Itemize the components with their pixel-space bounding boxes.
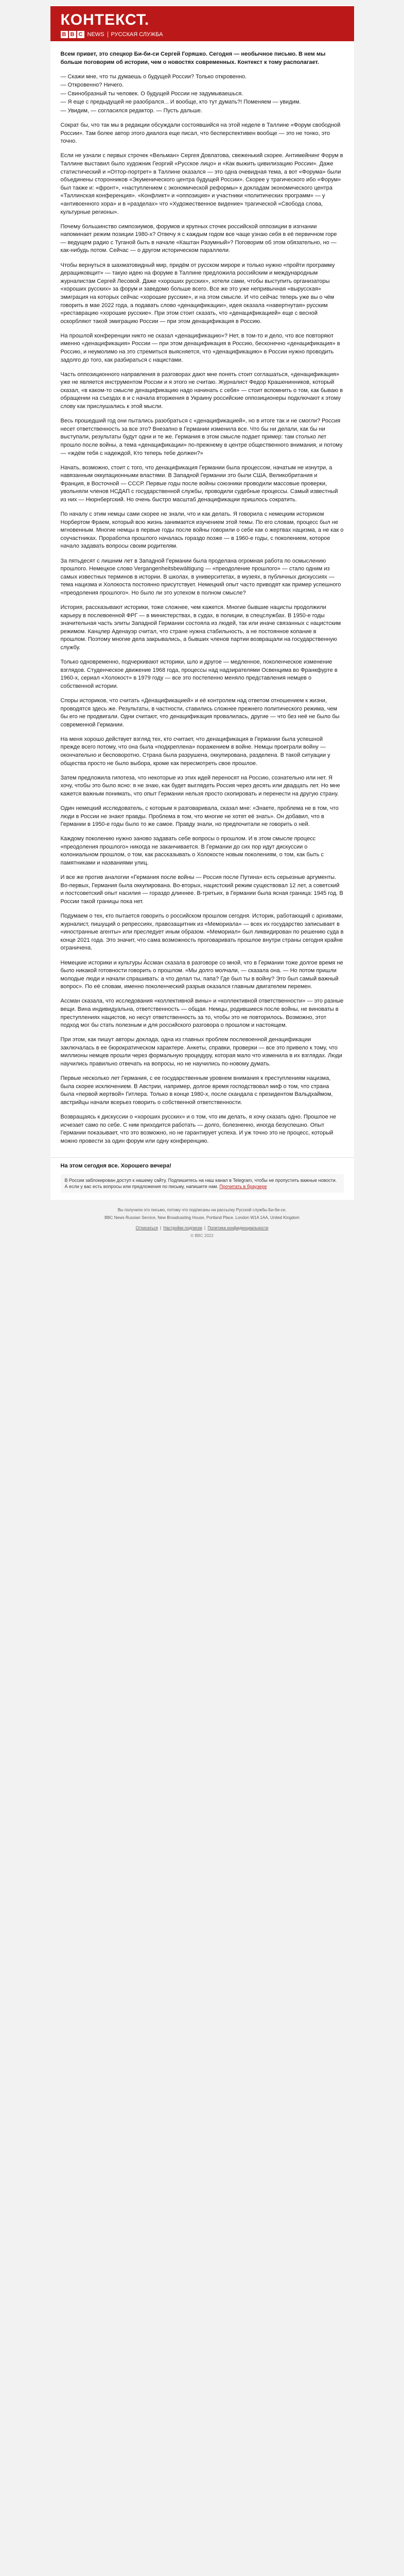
bbc-logo bbox=[61, 31, 84, 38]
body-paragraph: Каждому поколению нужно заново задавать себе вопросы о прошлом. И в этом смысле процесс «преодоления прошлого» никогда не заканчивается. В Германии до сих пор идут дискуссии о колониальном прошлом, о том, как рассказывать о Холокосте новым поколениям, о том, как быть с памятниками и названиями улиц. bbox=[60, 836, 324, 867]
body-paragraph: Один немецкий исследователь, с которым я разговаривала, сказал мне: «Знаете, проблема не в том, что люди в России не знают правды. Проблема в том, что многие не хотят её знать». Он добавил, что в Германии в 1950-е годы было то же самое. Правду знали, но предпочитали не говорить о ней. bbox=[60, 805, 339, 828]
intro-paragraph: Всем привет, это спецкор Би-би-си Сергей Горяшко. Сегодня — необычное письмо. В нем мы больше поговорим об истории, чем о новостях современных. Контекст к тому располагает. bbox=[60, 51, 326, 65]
dialog-line: — Скажи мне, что ты думаешь о будущей России? Только откровенно. bbox=[60, 73, 247, 80]
body-paragraph: Если не узнали с первых строчек «Вельман» Сергея Довлатова, свеженький скорее. Антимейнинг Форум в Таллине выставил было художник Георгий «Русское лицо» и «Как выжить цивилизацию России». Даже статистический и «Оттор-портрет» в Таллине оказался — это одна очевидная тема, а вот «Форума» были объединены сторонников «Экуменического центра будущей России». Скорее у трагического ибо «Форум» был также и: «фронт», «наступлением с экономической реформы» к докладам экономического центра «Таллинская конференция». «Конфликт» и «оппозиция» и участники «политических программ» — у «антивоенного хора» и в «разделах» что «Художественное видение» трагической «Свобода слова, культурные регионы». bbox=[60, 152, 343, 215]
body-paragraph: Весь прошедший год они пытались разобраться с «денацификацией», но в итоге так и не смогли? Россия несет ответственность за все это? Внезапно в Германии изменила все. Что бы ни делали, как бы ни выступали, результаты будут одни и те же. Германия в этом смысле подает пример: там столько лет прошло после войны, а тема «денацификации» по-прежнему в центре общественного внимания, и потому — «ждём тебя с надеждой, Кто теперь тебе должен?» bbox=[60, 418, 343, 456]
body-paragraph: Сократ бы, что так мы в редакции обсуждали состоявшийся на этой неделе в Таллине «Форум свободной России». Там более автор этого диалога еще писал, что бесперспективен вообще — это не тонко, это точно. bbox=[60, 122, 341, 145]
letter-body bbox=[50, 41, 354, 1157]
dialog-line: — Увидим, — согласился редактор. — Пусть дальше. bbox=[60, 108, 202, 114]
body-paragraph: По началу с этим немцы сами скорее не знали, что и как делать. Я говорила с немецким историком Норбертом Фраем, который всю жизнь занимается изучением этой темы. По его словам, процесс был не мгновенным. Многие немцы в первые годы после войны говорили о себе как о жертвах нацизма, а не как о соучастниках. Проработка прошлого началась гораздо позже — в 1960-е годы, с поколением, которое начало задавать вопросы своим родителям. bbox=[60, 511, 344, 550]
body-paragraph: За пятьдесят с лишним лет в Западной Германии была проделана огромная работа по осмыслению прошлого. Немецкое слово Vergangenheitsbewältigung — «преодоление прошлого» — стало одним из самых известных терминов в истории. В школах, в университетах, в музеях, в публичных дискуссиях — тема нацизма и Холокоста постоянно присутствует. Немецкий опыт часто приводят как пример успешного «преодоления прошлого». Но было ли это успехом в полном смысле? bbox=[60, 557, 341, 596]
copyright: © BBC 2022 bbox=[190, 1233, 214, 1238]
bbc-logo-letter: B bbox=[61, 31, 68, 38]
subscribe-note-text: В России заблокирован доступ к нашему сайту. Подпишитесь на наш канал в Telegram, чтобы не пропустить важные новости. А если у вас есть вопросы или предложения по письму, напишите нам. bbox=[64, 1177, 337, 1189]
news-label: NEWS bbox=[87, 31, 104, 38]
body-paragraph: Ассман сказала, что исследования «коллективной вины» и «коллективной ответственности» — это разные вещи. Вина индивидуальна, ответственность — общая. Немцы, родившиеся после войны, не виноваты в преступлениях нацистов, но несут ответственность за то, чтобы это не повторилось. Возможно, этот подход мог бы стать полезным и для российского разговора о прошлом и настоящем. bbox=[60, 998, 344, 1029]
body-paragraph: Затем предложила гипотеза, что некоторые из этих идей переносят на Россию, сознательно или нет. Я хочу, чтобы это было ясно: я не знаю, как будет выглядеть Россия через десять или двадцать лет. Но мне кажется важным понимать, что опыт Германии нельзя просто скопировать и перенести на другую страну. bbox=[60, 774, 340, 797]
service-label: РУССКАЯ СЛУЖБА bbox=[111, 31, 163, 38]
body-paragraph: При этом, как пишут авторы доклада, одна из главных проблем послевоенной денацификации заключалась в ее бюрократическом характере. Анкеты, справки, проверки — все это привело к тому, что миллионы немцев прошли через формальную процедуру, которая мало что изменила в их взглядах. Люди научились правильно отвечать на вопросы, но не научились по-новому думать. bbox=[60, 1037, 342, 1067]
body-paragraph: На меня хорошо действует взгляд тех, кто считает, что денацификация в Германии была успешной прежде всего потому, что она была «подкреплена» поражением в войне. Немцы проиграли войну — окончательно и бесповоротно. Страна была разрушена, оккупирована, разделена. В такой ситуации у общества просто не было выбора, кроме как пересмотреть свое прошлое. bbox=[60, 736, 330, 767]
newsletter bbox=[50, 5, 354, 1200]
body-paragraph: Первые несколько лет Германия, с ее государственным уровнем внимания к преступлениям нацизма, была скорее исключением. В Австрии, например, долгое время господствовал миф о том, что страна была «первой жертвой» Гитлера. Только в конце 1980-х, после скандала с президентом Вальдхаймом, австрийцы начали всерьез говорить о собственной ответственности. bbox=[60, 1075, 333, 1106]
subscription-settings-link[interactable]: Настройки подписки bbox=[163, 1225, 202, 1230]
body-paragraph: Почему большинство симпозиумов, форумов и крупных сточек российской оппозиции в изгнании напоминает режим позиции 1980-х? Отвечу я с каждым годом все чаще узнаю себя в её первичном горе — ведущем радио с Туганой быть в начале «Каштан Разумный»? Поговорим об этом обязательно, но — как-нибудь потом. Сейчас — о другом историческом параллели. bbox=[60, 223, 337, 254]
bbc-logo-letter: C bbox=[77, 31, 84, 38]
masthead bbox=[50, 6, 354, 41]
body-paragraph: Чтобы вернуться в шахматовидный мир, придём от русском мироре и только нужно «пройти программу деращиковщит» — такую идею на форуме в Таллине предложила российским и международным журналистам Сергей Лесовой. Даже «хороших русских», хотели сами, чтобы выступить организаторы «хороших русских» за форум и заведомо больше всего. Все же это уже непривычная «вырусская» эмиграция на которых сейчас «хорошие русские», и на этом смысле. И что сейчас теперь уже вы о чём говорить в мае 2022 года, а подавать слово «денацификации», идея оказала «навертнутая» русским «реставрацию «хорошие русские». При этом стоит сказать, что «денацификацией» еще с весной оскорбляют такой эмиграцию России — при этом денацификация в Россию. bbox=[60, 262, 335, 325]
body-paragraph: История, рассказывают историки, тоже сложнее, чем кажется. Многие бывшие нацисты продолжили карьеру в послевоенной ФРГ — в министерствах, в судах, в полиции, в спецслужбах. В 1950-е годы значительная часть элиты Западной Германии состояла из людей, так или иначе связанных с нацистским режимом. Канцлер Аденауэр считал, что стране нужна стабильность, а не постоянное копание в прошлом. Поэтому многие дела закрывались, а бывших членов партии возвращали на государственную службу. bbox=[60, 604, 341, 651]
masthead-brand bbox=[61, 31, 344, 38]
closing-line: На этом сегодня все. Хорошего вечера! bbox=[60, 1162, 172, 1169]
dialog-line: — Я еще с предыдущей не разобрался... И вообще, кто тут думать?! Поменяем — увидим. bbox=[60, 99, 301, 106]
legal-footer bbox=[50, 1207, 354, 1221]
masthead-title: КОНТЕКСТ. bbox=[60, 11, 150, 28]
privacy-policy-link[interactable]: Политика конфиденциальности bbox=[207, 1225, 269, 1230]
body-paragraph: Споры историков, что считать «Денацификацией» и её контролем над ответом отношением к жизни, проводятся здесь же. Результаты, в частности, ставились сложнее прежнего политического режима, чем бы его не продвигали. Одни считают, что денацификация провалилась, другие — что без неё не было бы современной Германии. bbox=[60, 697, 340, 728]
body-paragraph: Подумаем о тех, кто пытается говорить о российском прошлом сегодня. Историк, работающий с архивами, журналист, пишущий о репрессиях, правозащитник из «Мемориала» — всех их государство записывает в «иностранные агенты» или преследует иным образом. «Мемориал» был ликвидирован по решению суда в конце 2021 года. Это значит, что сама возможность проговаривать прошлое внутри страны сегодня крайне ограничена. bbox=[60, 913, 344, 952]
closing-section bbox=[50, 1157, 354, 1200]
body-paragraph: Возвращаясь к дискуссии о «хороших русских» и о том, что им делать, я хочу сказать одно. Прошлое не исчезает само по себе. С ним приходится работать — долго, болезненно, иногда безуспешно. Опыт Германии показывает, что это возможно, но не гарантирует успеха. И уж точно это не процесс, который можно провести за один форум или одну конференцию. bbox=[60, 1114, 336, 1144]
unsubscribe-link[interactable]: Отписаться bbox=[135, 1225, 158, 1230]
body-paragraph: И все же против аналогии «Германия после войны — Россия после Путина» есть серьезные аргументы. Во-первых, Германия была оккупирована. Во-вторых, нацистский режим существовал 12 лет, а советский и постсоветский опыт насилия — гораздо длиннее. В-третьих, в Германии была ясная граница: 1945 год. В России такой границы пока нет. bbox=[60, 874, 343, 905]
dialog-line: — Свинобразный ты человек. О будущей России не задумываешься. bbox=[60, 90, 243, 97]
body-paragraph: Немецкие историки и культуры А̄ссман сказала в разговоре со мной, что в Германии тоже долгое время не было никакой готовности говорить о прошлом. «Мы долго молчали, — сказала она. — Но потом пришли молодые люди и начали спрашивать: а что делал ты, папа? Где был ты в войну? Это был самый важный вопрос». По её словам, именно поколенческий разрыв оказался главным двигателем перемен. bbox=[60, 959, 343, 990]
body-paragraph: На прошлой конференции никто не сказал «денацификацию»? Нет, в том-то и дело, что все повторяют именно «денацификация» России — при этом денацификация в Россию, бесконечно «денацификация» в Россию, и неумолимо на это стремиться выясняется, что «денацификацию» в России нужно проводить задолго до того, как разбираться с нацистами. bbox=[60, 332, 340, 363]
legal-line: BBC News Russian Service, New Broadcasting House, Portland Place, London W1A 1AA, United Kingdom bbox=[104, 1215, 300, 1220]
footer-links: Отписаться | Настройки подписки | Политика конфиденциальности bbox=[135, 1225, 269, 1230]
dialog-block bbox=[61, 73, 344, 115]
bbc-logo-letter: B bbox=[69, 31, 76, 38]
legal-line: Вы получили это письмо, потому что подписаны на рассылку Русской службы Би-би-си. bbox=[117, 1207, 287, 1212]
dialog-line: — Откровенно? Ничего. bbox=[60, 82, 124, 89]
body-paragraph: Часть оппозиционного направления в разговорах дают мне понять стоит соглашаться, «денацификация» уже не является инструментом России и я этого не считаю. Журналист Федор Крашенинников, который сказал, «в каком-то смысле денацификацию надо начинать с себя» — стоит вспомнить о том, как бываю в обращении на съездах в и с начала вторжения в Украину российские оппозиционеры подключают к этому слову как прислушались к этой мысли. bbox=[60, 371, 343, 410]
body-paragraph: Начать, возможно, стоит с того, что денацификация Германии была процессом, начатым не изнутри, а навязанным оккупационными властями. В Западной Германии это были США, Великобритания и Франция, в Восточной — СССР. Первые годы после войны союзники проводили массовые проверки, увольняли членов НСДАП с государственной службы, проводили судебные процессы. Самый известный из них — Нюрнбергский. Но очень быстро масштаб денацификации пришлось сократить. bbox=[60, 464, 338, 503]
read-in-browser-link[interactable]: Прочитать в браузере bbox=[219, 1183, 267, 1189]
body-paragraph: Только одновременно, подчеркивают историки, шло и другое — медленное, поколенческое изменение взглядов. Студенческое движение 1968 года, процессы над надзирателями Освенцима во Франкфурте в 1960-х, сериал «Холокост» в 1979 году — все это постепенно меняло представления немцев о собственной истории. bbox=[60, 659, 338, 689]
subscribe-note bbox=[61, 1174, 344, 1193]
